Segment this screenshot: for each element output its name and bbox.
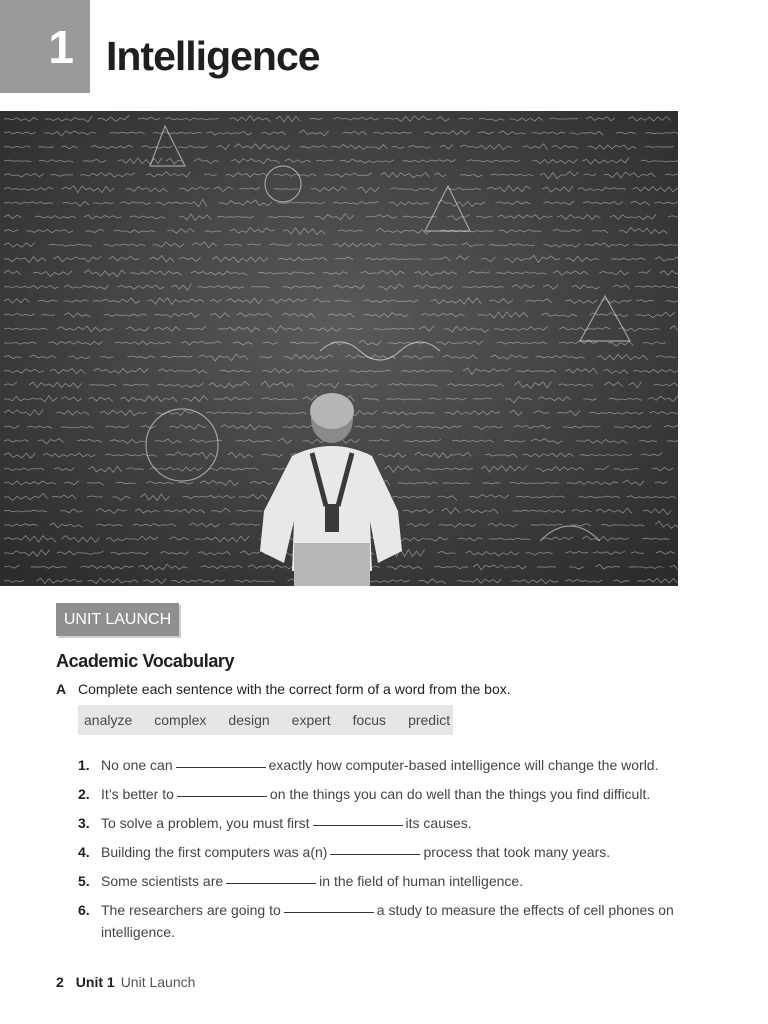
item-number: 2. [78,786,90,802]
exercise-item [78,870,678,892]
answer-blank[interactable] [284,911,374,913]
answer-blank[interactable] [330,853,420,855]
item-text-before: Building the first computers was a(n) [101,844,328,860]
exercise-items [78,754,678,950]
word-box-item: predict [408,712,451,728]
item-text-before: It’s better to [101,786,174,802]
unit-number: 1 [48,20,74,73]
item-text-before: Some scientists are [101,873,224,889]
item-number: 4. [78,844,90,860]
word-box [78,705,453,735]
item-number: 3. [78,815,90,831]
footer-unit: Unit 1 [75,974,115,990]
item-number: 1. [78,757,90,773]
item-text-before: No one can [101,757,173,773]
exercise-item [78,899,678,943]
item-text-after: on the things you can do well than the things you find difficult. [269,786,651,802]
item-text-after: process that took many years. [423,844,611,860]
word-box-item: focus [352,712,387,728]
item-number: 5. [78,873,90,889]
chalkboard-photo [0,111,678,586]
unit-launch-badge [56,603,179,636]
answer-blank[interactable] [177,795,267,797]
item-text-after: exactly how computer-based intelligence will change the world. [268,757,659,773]
unit-launch-label: UNIT LAUNCH [63,610,172,628]
answer-blank[interactable] [226,882,316,884]
answer-blank[interactable] [176,766,266,768]
word-box-item: expert [291,712,331,728]
word-box-item: complex [154,712,207,728]
item-number: 6. [78,902,90,918]
exercise-item [78,812,678,834]
page-number: 2 [56,974,64,990]
exercise-item [78,841,678,863]
footer-section: Unit Launch [120,974,196,990]
item-text-after: a study to measure the effects of cell phones on intelligence. [101,902,674,940]
exercise-instruction [56,681,511,697]
page-title: Intelligence [106,33,320,79]
word-box-item: analyze [84,712,133,728]
page-footer [56,974,195,990]
section-heading: Academic Vocabulary [56,651,235,671]
exercise-letter: A [56,681,67,697]
word-box-item: design [228,712,270,728]
exercise-item [78,783,678,805]
item-text-before: To solve a problem, you must first [101,815,310,831]
instruction-text: Complete each sentence with the correct form of a word from the box. [78,681,511,697]
exercise-item [78,754,678,776]
item-text-after: its causes. [405,815,472,831]
unit-number-badge [0,0,90,93]
item-text-before: The researchers are going to [101,902,281,918]
answer-blank[interactable] [313,824,403,826]
item-text-after: in the field of human intelligence. [319,873,524,889]
